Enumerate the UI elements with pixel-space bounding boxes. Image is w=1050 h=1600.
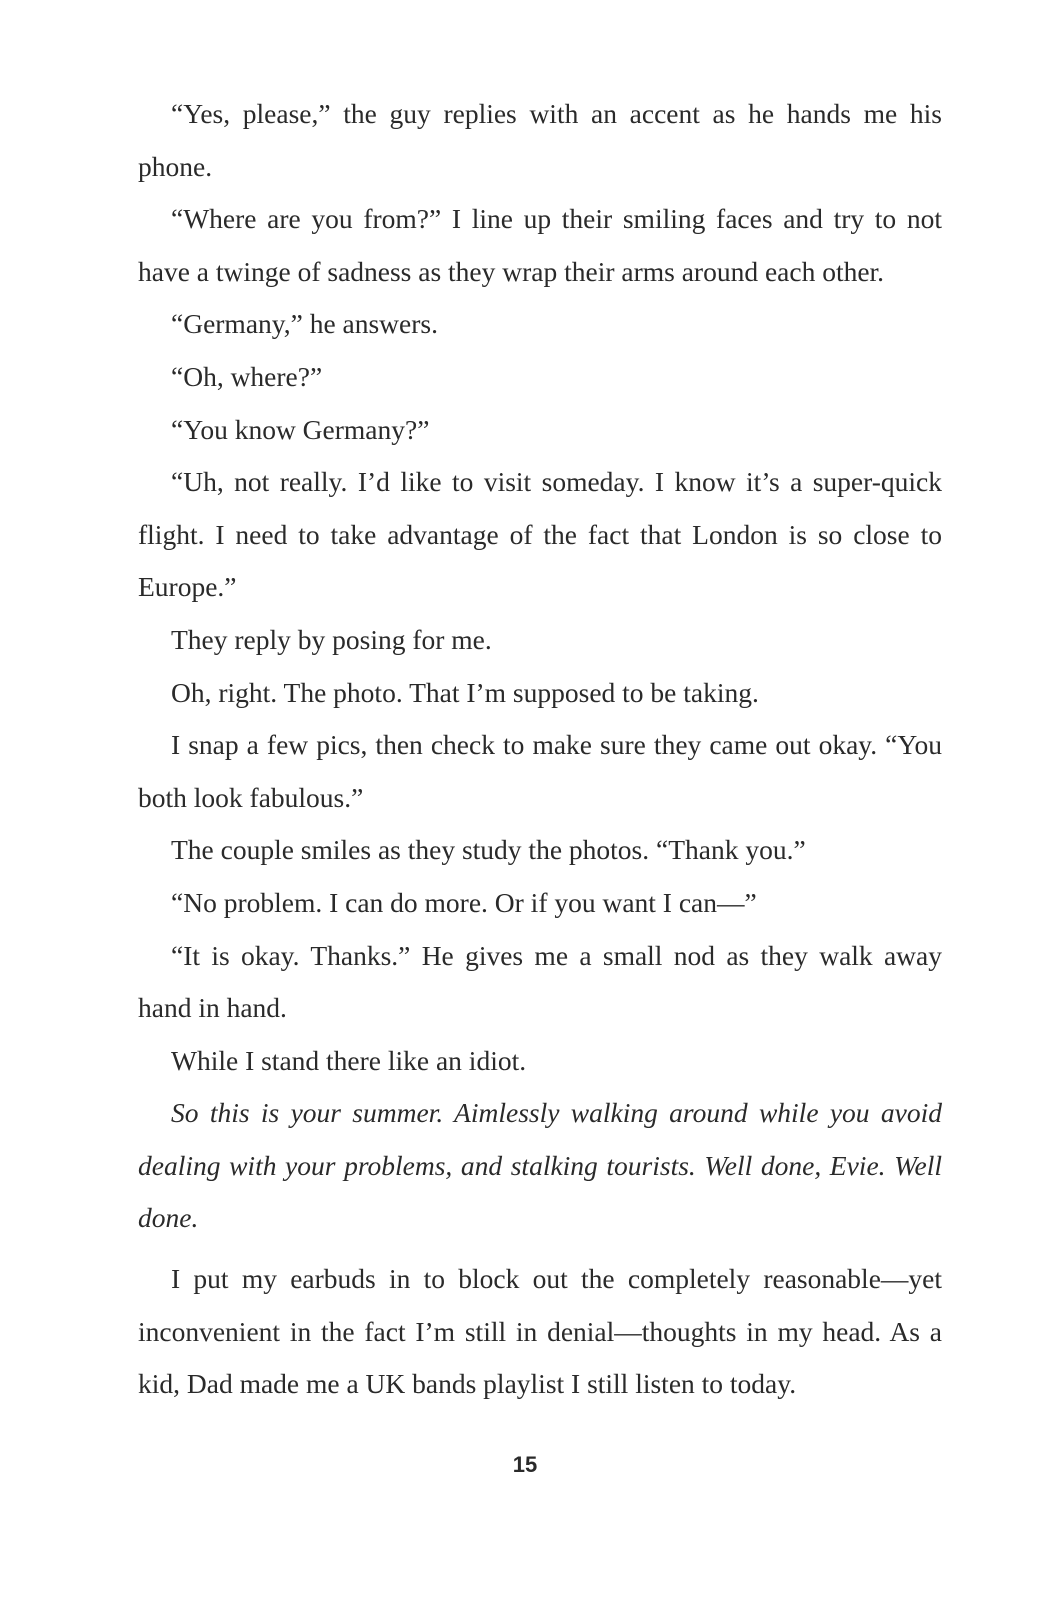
paragraph-8: Oh, right. The photo. That I’m supposed to be taking. [171, 676, 759, 708]
page-number: 15 [512, 1452, 538, 1477]
paragraph-5: “You know Germany?” [171, 413, 430, 445]
paragraph-1: “Yes, please,” the guy replies with an accent as he hands me his phone. [138, 98, 942, 182]
paragraph-3: “Germany,” he answers. [171, 308, 438, 340]
paragraph-15: I put my earbuds in to block out the completely reasonable—yet inconvenient in the fact I’m still in denial—thoughts in my head. As a kid, Dad made me a UK bands playlist I still listen to today. [138, 1263, 942, 1400]
paragraph-10: The couple smiles as they study the photos. “Thank you.” [171, 834, 806, 866]
paragraph-11: “No problem. I can do more. Or if you want I can—” [171, 886, 757, 918]
paragraph-9: I snap a few pics, then check to make sure they came out okay. “You both look fabulous.” [138, 729, 942, 813]
paragraph-6: “Uh, not really. I’d like to visit someday. I know it’s a super-quick flight. I need to take advantage of the fact that London is so close to Europe.” [138, 466, 942, 603]
paragraph-4: “Oh, where?” [171, 360, 323, 392]
paragraph-12: “It is okay. Thanks.” He gives me a small nod as they walk away hand in hand. [138, 939, 942, 1024]
paragraph-13: While I stand there like an idiot. [171, 1044, 527, 1076]
paragraph-7: They reply by posing for me. [171, 623, 492, 655]
inner-thought-paragraph: So this is your summer. Aimlessly walking around while you avoid dealing with your problems, and stalking tourists. Well done, Evie. Well done. [138, 1097, 942, 1234]
book-page-body [138, 88, 942, 1411]
paragraph-2: “Where are you from?” I line up their smiling faces and try to not have a twinge of sadness as they wrap their arms around each other. [138, 203, 942, 287]
